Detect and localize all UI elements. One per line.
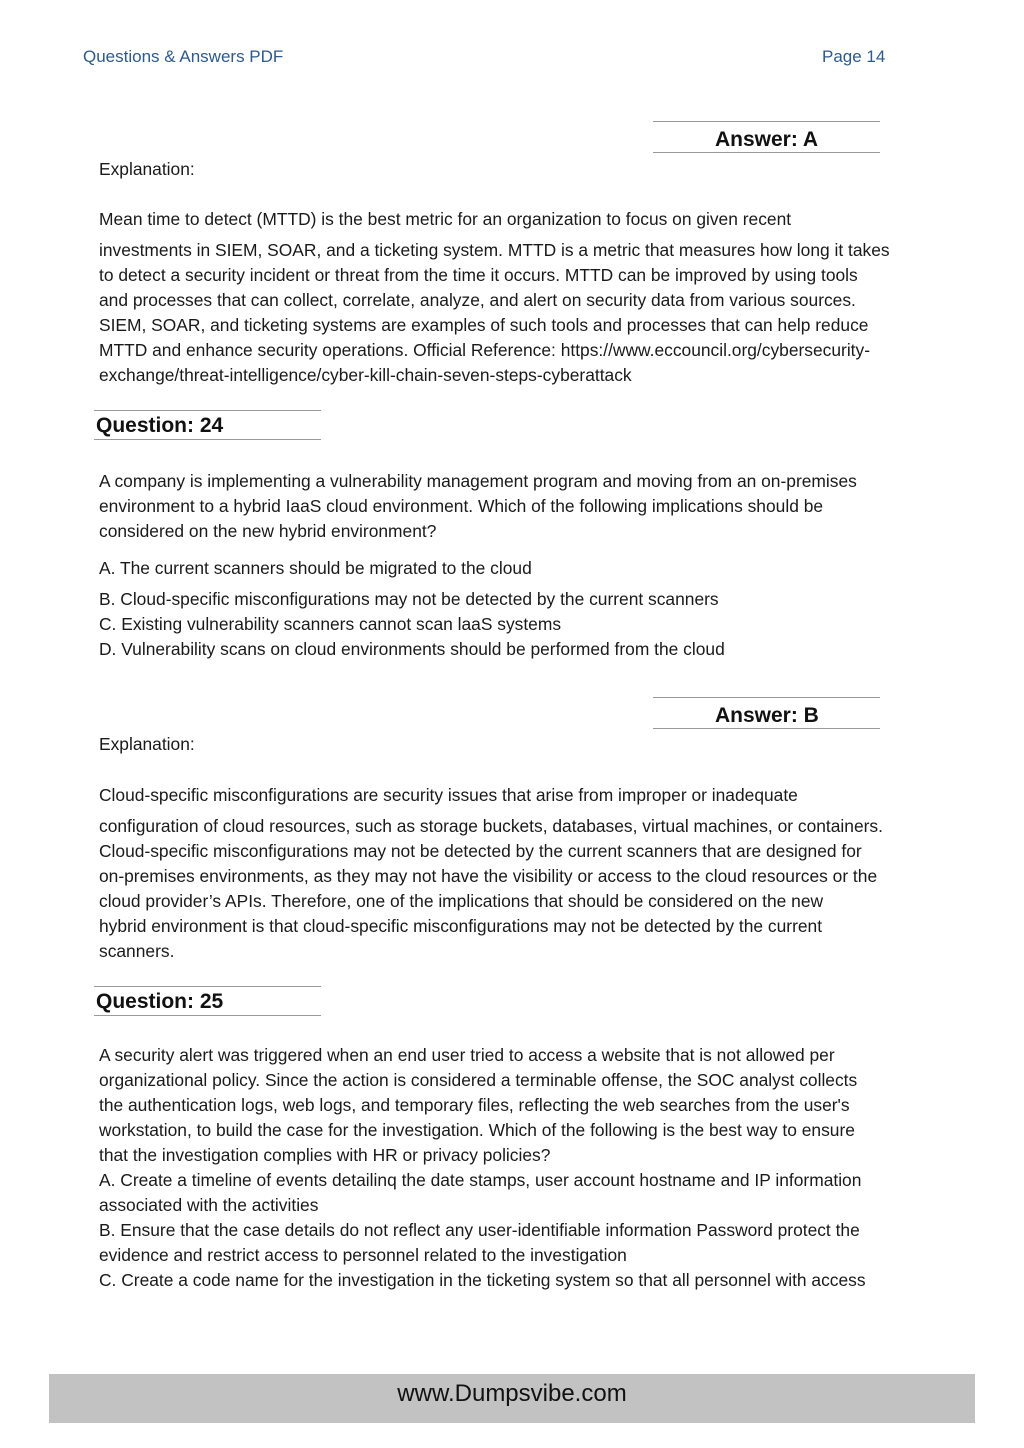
question-25-line: the authentication logs, web logs, and temporary files, reflecting the web searches from the user's (99, 1095, 850, 1115)
question-24-option-b: B. Cloud-specific misconfigurations may not be detected by the current scanners (99, 589, 719, 609)
footer-site-url: www.Dumpsvibe.com (397, 1380, 627, 1407)
explanation-2-line: hybrid environment is that cloud-specific misconfigurations may not be detected by the current (99, 916, 823, 936)
explanation-2-line: cloud provider’s APIs. Therefore, one of the implications that should be considered on the new (99, 891, 824, 911)
explanation-2-line: on-premises environments, as they may not have the visibility or access to the cloud resources or the (99, 866, 878, 886)
question-25-line: evidence and restrict access to personnel related to the investigation (99, 1245, 627, 1265)
question-24-option-c: C. Existing vulnerability scanners cannot scan laaS systems (99, 614, 562, 634)
question-25-body (99, 1043, 979, 1293)
header-title: Questions & Answers PDF (83, 47, 284, 66)
explanation-1-line: SIEM, SOAR, and ticketing systems are examples of such tools and processes that can help reduce (99, 315, 869, 335)
footer-bar (49, 1374, 975, 1423)
explanation-2-line: Cloud-specific misconfigurations are security issues that arise from improper or inadequate (99, 785, 798, 805)
explanation-1-line: and processes that can collect, correlate, analyze, and alert on security data from various sources. (99, 290, 856, 310)
explanation-2-line: scanners. (99, 941, 175, 961)
explanation-2-body (99, 783, 979, 964)
question-24-heading-box (94, 410, 321, 440)
explanation-1-line: to detect a security incident or threat from the time it occurs. MTTD can be improved by using tools (99, 265, 858, 285)
question-24-stem-line: A company is implementing a vulnerability management program and moving from an on-premises (99, 471, 857, 491)
question-24-stem-line: considered on the new hybrid environment? (99, 521, 437, 541)
question-25-line: A security alert was triggered when an end user tried to access a website that is not allowed per (99, 1045, 835, 1065)
question-25-line: C. Create a code name for the investigation in the ticketing system so that all personnel with access (99, 1270, 866, 1290)
explanation-1-line: Mean time to detect (MTTD) is the best metric for an organization to focus on given recent (99, 209, 792, 229)
question-25-line: that the investigation complies with HR or privacy policies? (99, 1145, 551, 1165)
explanation-1-line: exchange/threat-intelligence/cyber-kill-chain-seven-steps-cyberattack (99, 365, 632, 385)
answer-a-box (653, 121, 880, 153)
question-25-heading-box (94, 986, 321, 1016)
question-24-option-d: D. Vulnerability scans on cloud environments should be performed from the cloud (99, 639, 725, 659)
explanation-1-line: investments in SIEM, SOAR, and a ticketing system. MTTD is a metric that measures how long it takes (99, 240, 890, 260)
question-24-option-a: A. The current scanners should be migrated to the cloud (99, 558, 532, 578)
answer-b-label: Answer: B (715, 704, 819, 727)
question-24-heading: Question: 24 (96, 414, 224, 437)
question-25-heading: Question: 25 (96, 990, 224, 1013)
question-24-stem (99, 469, 979, 544)
answer-b-box (653, 697, 880, 729)
explanation-1-body (99, 207, 979, 388)
question-25-line: B. Ensure that the case details do not reflect any user-identifiable information Password protect the (99, 1220, 860, 1240)
explanation-1-label: Explanation: (99, 159, 195, 179)
question-25-line: A. Create a timeline of events detailinq the date stamps, user account hostname and IP information (99, 1170, 862, 1190)
question-25-line: organizational policy. Since the action is considered a terminable offense, the SOC analyst collects (99, 1070, 858, 1090)
explanation-1-line: MTTD and enhance security operations. Official Reference: https://www.eccouncil.org/cybersecurity- (99, 340, 870, 360)
question-24-options (99, 556, 979, 662)
page-number: Page 14 (822, 47, 886, 66)
explanation-2-line: configuration of cloud resources, such as storage buckets, databases, virtual machines, or containers. (99, 816, 883, 836)
explanation-2-label: Explanation: (99, 734, 195, 754)
explanation-2-line: Cloud-specific misconfigurations may not be detected by the current scanners that are designed for (99, 841, 862, 861)
question-25-line: workstation, to build the case for the investigation. Which of the following is the best way to ensure (99, 1120, 855, 1140)
answer-a-label: Answer: A (715, 128, 819, 151)
question-25-line: associated with the activities (99, 1195, 319, 1215)
question-24-stem-line: environment to a hybrid IaaS cloud environment. Which of the following implications should be (99, 496, 824, 516)
